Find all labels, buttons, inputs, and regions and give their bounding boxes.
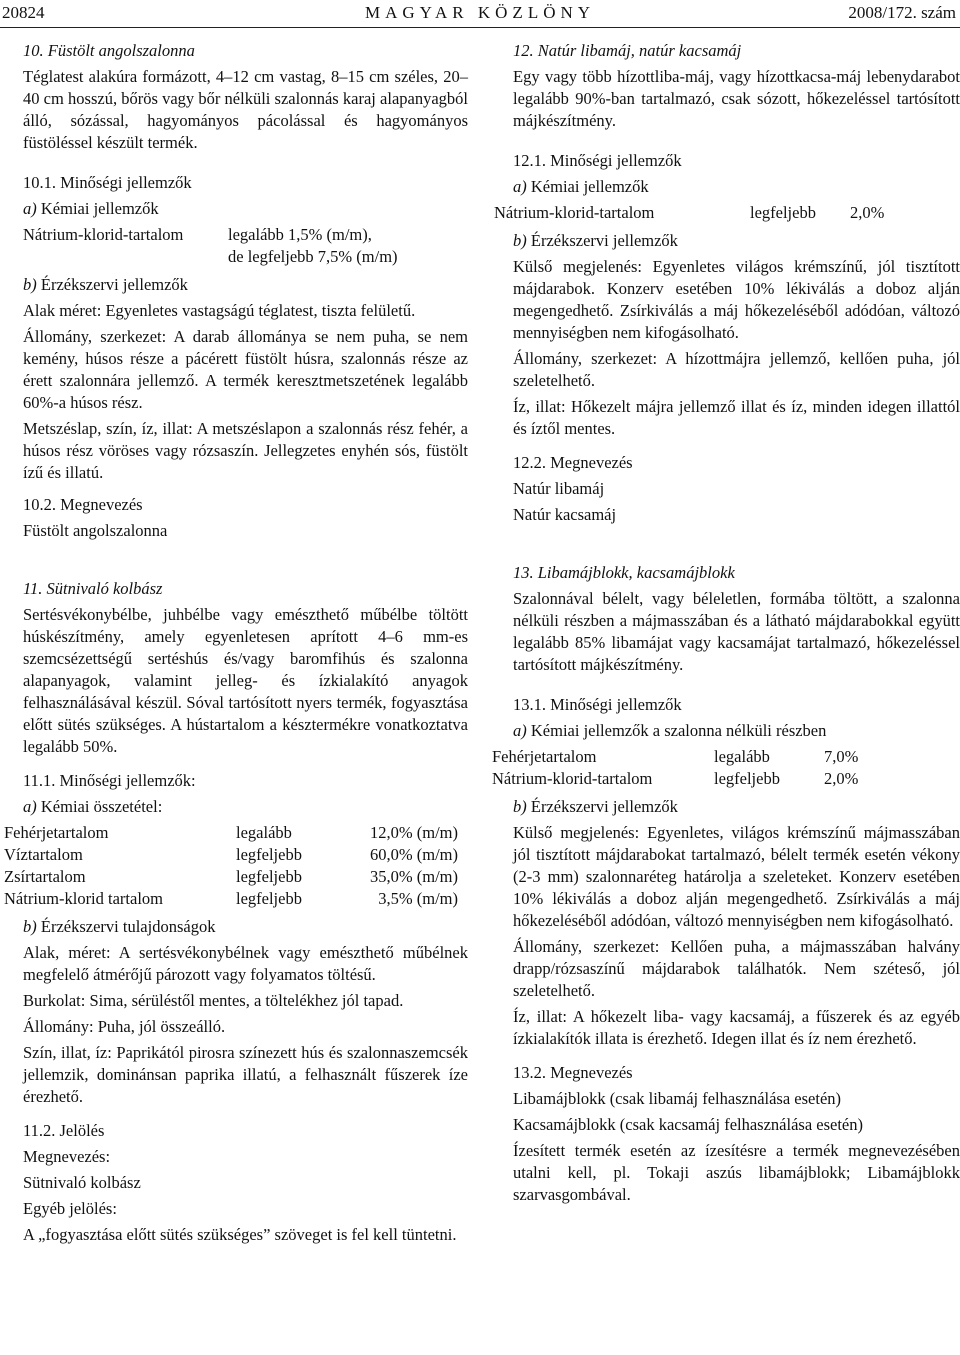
section-11-1a-heading: a) Kémiai összetétel: <box>23 797 163 816</box>
section-13-1-heading: 13.1. Minőségi jellemzők <box>513 695 682 714</box>
table-row <box>0 224 398 246</box>
section-13-iz: Íz, illat: A hőkezelt liba- vagy kacsamáj, a fűszerek és az egyéb ízkialakítók illata is érezhető. Idegen illat és íz nem érezhető. <box>513 1007 960 1048</box>
table-cell: legfeljebb <box>236 889 302 908</box>
table-cell: Fehérjetartalom <box>492 747 597 766</box>
section-11-1a-text: Kémiai összetétel: <box>40 797 163 816</box>
table-cell: Víztartalom <box>4 845 83 864</box>
table-cell: legfeljebb <box>714 769 780 788</box>
section-12-2-name-1: Natúr libamáj <box>513 479 605 498</box>
section-12-1a-text: Kémiai jellemzők <box>530 177 649 196</box>
table-cell: 2,0% <box>850 203 885 222</box>
section-10-2-name: Füstölt angolszalonna <box>23 521 168 540</box>
table-row <box>0 888 458 910</box>
table-cell: Nátrium-klorid-tartalom <box>492 769 653 788</box>
section-11-megnevezes: Sütnivaló kolbász <box>23 1173 141 1192</box>
section-11-allomany: Állomány: Puha, jól összeálló. <box>23 1017 226 1036</box>
table-cell: Zsírtartalom <box>4 867 86 886</box>
section-11-chem-table <box>0 822 458 910</box>
na-label: Nátrium-klorid-tartalom <box>23 225 184 244</box>
section-13-chem-table <box>488 746 858 790</box>
table-cell: Nátrium-klorid-tartalom <box>494 203 655 222</box>
journal-title: MAGYAR KÖZLÖNY <box>364 3 596 22</box>
section-11-2-heading: 11.2. Jelölés <box>23 1121 105 1140</box>
table-row <box>0 844 458 866</box>
section-13-izesitett: Ízesített termék esetén az ízesítésre a termék megnevezésében utalni kell, pl. Tokaji aszús libamájblokk; Libamájblokk szarvasgombával. <box>513 1141 960 1204</box>
section-11-intro: Sertésvékonybélbe, juhbélbe vagy emészthető műbélbe töltött húskészítmény, amely egyenletesen aprított 4–6 mm-es szemcsézettségű sertéshús és/vagy baromfihús és szalonna alapanyagok, valamint jelleg- és ízkialakító anyagok felhasználásával készül. Sóval tartósított nyers termék, fogyasztása előtt sütés szükséges. A hústartalom a késztermékre vonatkoztatva legalább 50%. <box>23 605 468 756</box>
table-cell: 2,0% <box>824 769 859 788</box>
section-10-title-text: Füstölt angolszalonna <box>47 41 195 60</box>
na-value-2: de legfeljebb 7,5% (m/m) <box>228 247 398 266</box>
section-10-chem-table <box>0 224 398 268</box>
section-13-2-name-1: Libamájblokk (csak libamáj felhasználása esetén) <box>513 1089 842 1108</box>
section-11-title: 11. Sütnivaló kolbász <box>23 579 163 598</box>
section-13-title-text: Libamájblokk, kacsamájblokk <box>537 563 735 582</box>
issue-number: 2008/172. szám <box>848 3 956 22</box>
section-10-allomany: Állomány, szerkezet: A darab állománya se nem puha, se nem kemény, húsos része a pácérett füstölt húsra, szalonnás része az érett szalonnára jellemző. A termék keresztmetszetének legalább 60%-a húsos rész. <box>23 327 468 412</box>
table-cell: legalább <box>236 823 292 842</box>
page-number: 20824 <box>2 3 45 22</box>
section-13-1b-heading: b) Érzékszervi jellemzők <box>513 797 678 816</box>
section-10-2-heading: 10.2. Megnevezés <box>23 495 143 514</box>
table-cell: legalább <box>714 747 770 766</box>
section-12-1b-heading: b) Érzékszervi jellemzők <box>513 231 678 250</box>
table-row <box>488 746 858 768</box>
section-11-1-heading: 11.1. Minőségi jellemzők: <box>23 771 196 790</box>
section-11-szin: Szín, illat, íz: Paprikától pirosra színezett hús és szalonnaszemcsék jellemzik, dominánsan paprika illatú, a felhasznált fűszerek íze érezhető. <box>23 1043 468 1106</box>
section-13-2-name-2: Kacsamájblokk (csak kacsamáj felhasználása esetén) <box>513 1115 863 1134</box>
section-10-alak: Alak méret: Egyenletes vastagságú téglatest, tiszta felületű. <box>23 301 416 320</box>
section-11-1b-heading: b) Érzékszervi tulajdonságok <box>23 917 216 936</box>
table-cell: legfeljebb <box>236 845 302 864</box>
table-row <box>0 822 458 844</box>
table-row <box>488 768 858 790</box>
section-10-metszes: Metszéslap, szín, íz, illat: A metszéslapon a szalonnás rész fehér, a húsos rész vöröses vagy rózsaszín. Jellegzetes enyhén sós, füstölt ízű és illatú. <box>23 419 468 482</box>
table-cell: 7,0% <box>824 747 859 766</box>
section-11-megnevezes-label: Megnevezés: <box>23 1147 111 1166</box>
section-11-alak: Alak, méret: A sertésvékonybélnek vagy emészthető műbélnek megfelelő átmérőjű pározott vagy folyamatos töltésű. <box>23 943 468 984</box>
table-row <box>488 202 884 224</box>
section-13-intro: Szalonnával bélelt, vagy béleletlen, formába töltött, a szalonna nélküli részben a májmasszában és a látható májdarabokkal együtt legalább 85% libamájat vagy kacsamájat tartalmazó, hőkezeléssel tartósított májkészítmény. <box>513 589 960 674</box>
section-12-title: 12. Natúr libamáj, natúr kacsamáj <box>513 41 742 60</box>
section-12-title-text: Natúr libamáj, natúr kacsamáj <box>537 41 742 60</box>
section-13-1a-text: Kémiai jellemzők a szalonna nélküli részben <box>530 721 827 740</box>
section-12-iz: Íz, illat: Hőkezelt májra jellemző illat és íz, minden idegen illattól és íztől mentes. <box>513 397 960 438</box>
section-13-1a-heading: a) Kémiai jellemzők a szalonna nélküli részben <box>513 721 827 740</box>
right-column <box>488 40 960 1210</box>
table-cell: 12,0% (m/m) <box>370 823 458 842</box>
section-11-egyeb-label: Egyéb jelölés: <box>23 1199 117 1218</box>
table-cell: Nátrium-klorid tartalom <box>4 889 163 908</box>
section-12-1b-text: Érzékszervi jellemzők <box>530 231 678 250</box>
section-10-1b-heading: b) Érzékszervi jellemzők <box>23 275 188 294</box>
table-row <box>0 866 458 888</box>
header-rule <box>0 27 960 28</box>
section-13-title: 13. Libamájblokk, kacsamájblokk <box>513 563 735 582</box>
section-12-1a-heading: a) Kémiai jellemzők <box>513 177 649 196</box>
section-12-chem-table <box>488 202 884 224</box>
section-13-2-heading: 13.2. Megnevezés <box>513 1063 633 1082</box>
section-12-intro: Egy vagy több hízottliba-máj, vagy hízottkacsa-máj lebenydarabot legalább 90%-ban tartalmazó, csak sózott, hőkezeléssel tartósított májkészítmény. <box>513 67 960 130</box>
section-12-2-heading: 12.2. Megnevezés <box>513 453 633 472</box>
section-10-1-heading: 10.1. Minőségi jellemzők <box>23 173 192 192</box>
table-cell: 35,0% (m/m) <box>370 867 458 886</box>
section-10-intro: Téglatest alakúra formázott, 4–12 cm vastag, 8–15 cm széles, 20–40 cm hosszú, bőrös vagy bőr nélküli szalonnás karaj alapanyagból álló, sózással, hagyományos pácolással és hagyományos füstöléssel készült termék. <box>23 67 468 152</box>
left-column <box>0 40 468 1250</box>
section-12-allomany: Állomány, szerkezet: A hízottmájra jellemző, kellően puha, jól szeletelhető. <box>513 349 960 390</box>
section-12-kulso: Külső megjelenés: Egyenletes világos krémszínű, jól tisztított májdarabok. Konzerv esetében 10% lékiválás a doboz alján megengedhető. Zsírkiválás a máj hőkezeléséből adódóan, változó mennyiségben nem kifogásolható. <box>513 257 960 342</box>
section-10-1b-text: Érzékszervi jellemzők <box>40 275 188 294</box>
table-cell: 3,5% (m/m) <box>378 889 458 908</box>
table-cell: legfeljebb <box>750 203 816 222</box>
section-13-kulso: Külső megjelenés: Egyenletes, világos krémszínű májmasszában jól tisztított májdarabokat tartalmazó, bélelt termék esetén vékony (2-3 mm) szalonnaréteg határolja a szeleteket. Konzerv esetében 10% lékiválás a doboz alján megengedhető. Zsírkiválás a máj hőkezeléséből adódóan, változó mennyiségben nem kifogásolható. <box>513 823 960 930</box>
table-row <box>0 246 398 268</box>
section-11-title-text: Sütnivaló kolbász <box>46 579 163 598</box>
table-cell: Fehérjetartalom <box>4 823 109 842</box>
na-value-1: legalább 1,5% (m/m), <box>228 225 372 244</box>
table-cell: 60,0% (m/m) <box>370 845 458 864</box>
section-11-1b-text: Érzékszervi tulajdonságok <box>40 917 216 936</box>
section-11-burkolat: Burkolat: Sima, sérüléstől mentes, a töltelékhez jól tapad. <box>23 991 404 1010</box>
section-11-egyeb: A „fogyasztása előtt sütés szükséges” szöveget is fel kell tüntetni. <box>23 1225 457 1244</box>
section-13-allomany: Állomány, szerkezet: Kellően puha, a májmasszában halvány drapp/rózsaszínű májdarabok találhatók. Nem széteső, jól szeletelhető. <box>513 937 960 1000</box>
table-cell: legfeljebb <box>236 867 302 886</box>
section-10-1a-text: Kémiai jellemzők <box>40 199 159 218</box>
page-header <box>0 0 960 30</box>
section-13-1b-text: Érzékszervi jellemzők <box>530 797 678 816</box>
section-12-1-heading: 12.1. Minőségi jellemzők <box>513 151 682 170</box>
section-10-title: 10. Füstölt angolszalonna <box>23 41 195 60</box>
section-10-1a-heading: a) Kémiai jellemzők <box>23 199 159 218</box>
section-12-2-name-2: Natúr kacsamáj <box>513 505 617 524</box>
